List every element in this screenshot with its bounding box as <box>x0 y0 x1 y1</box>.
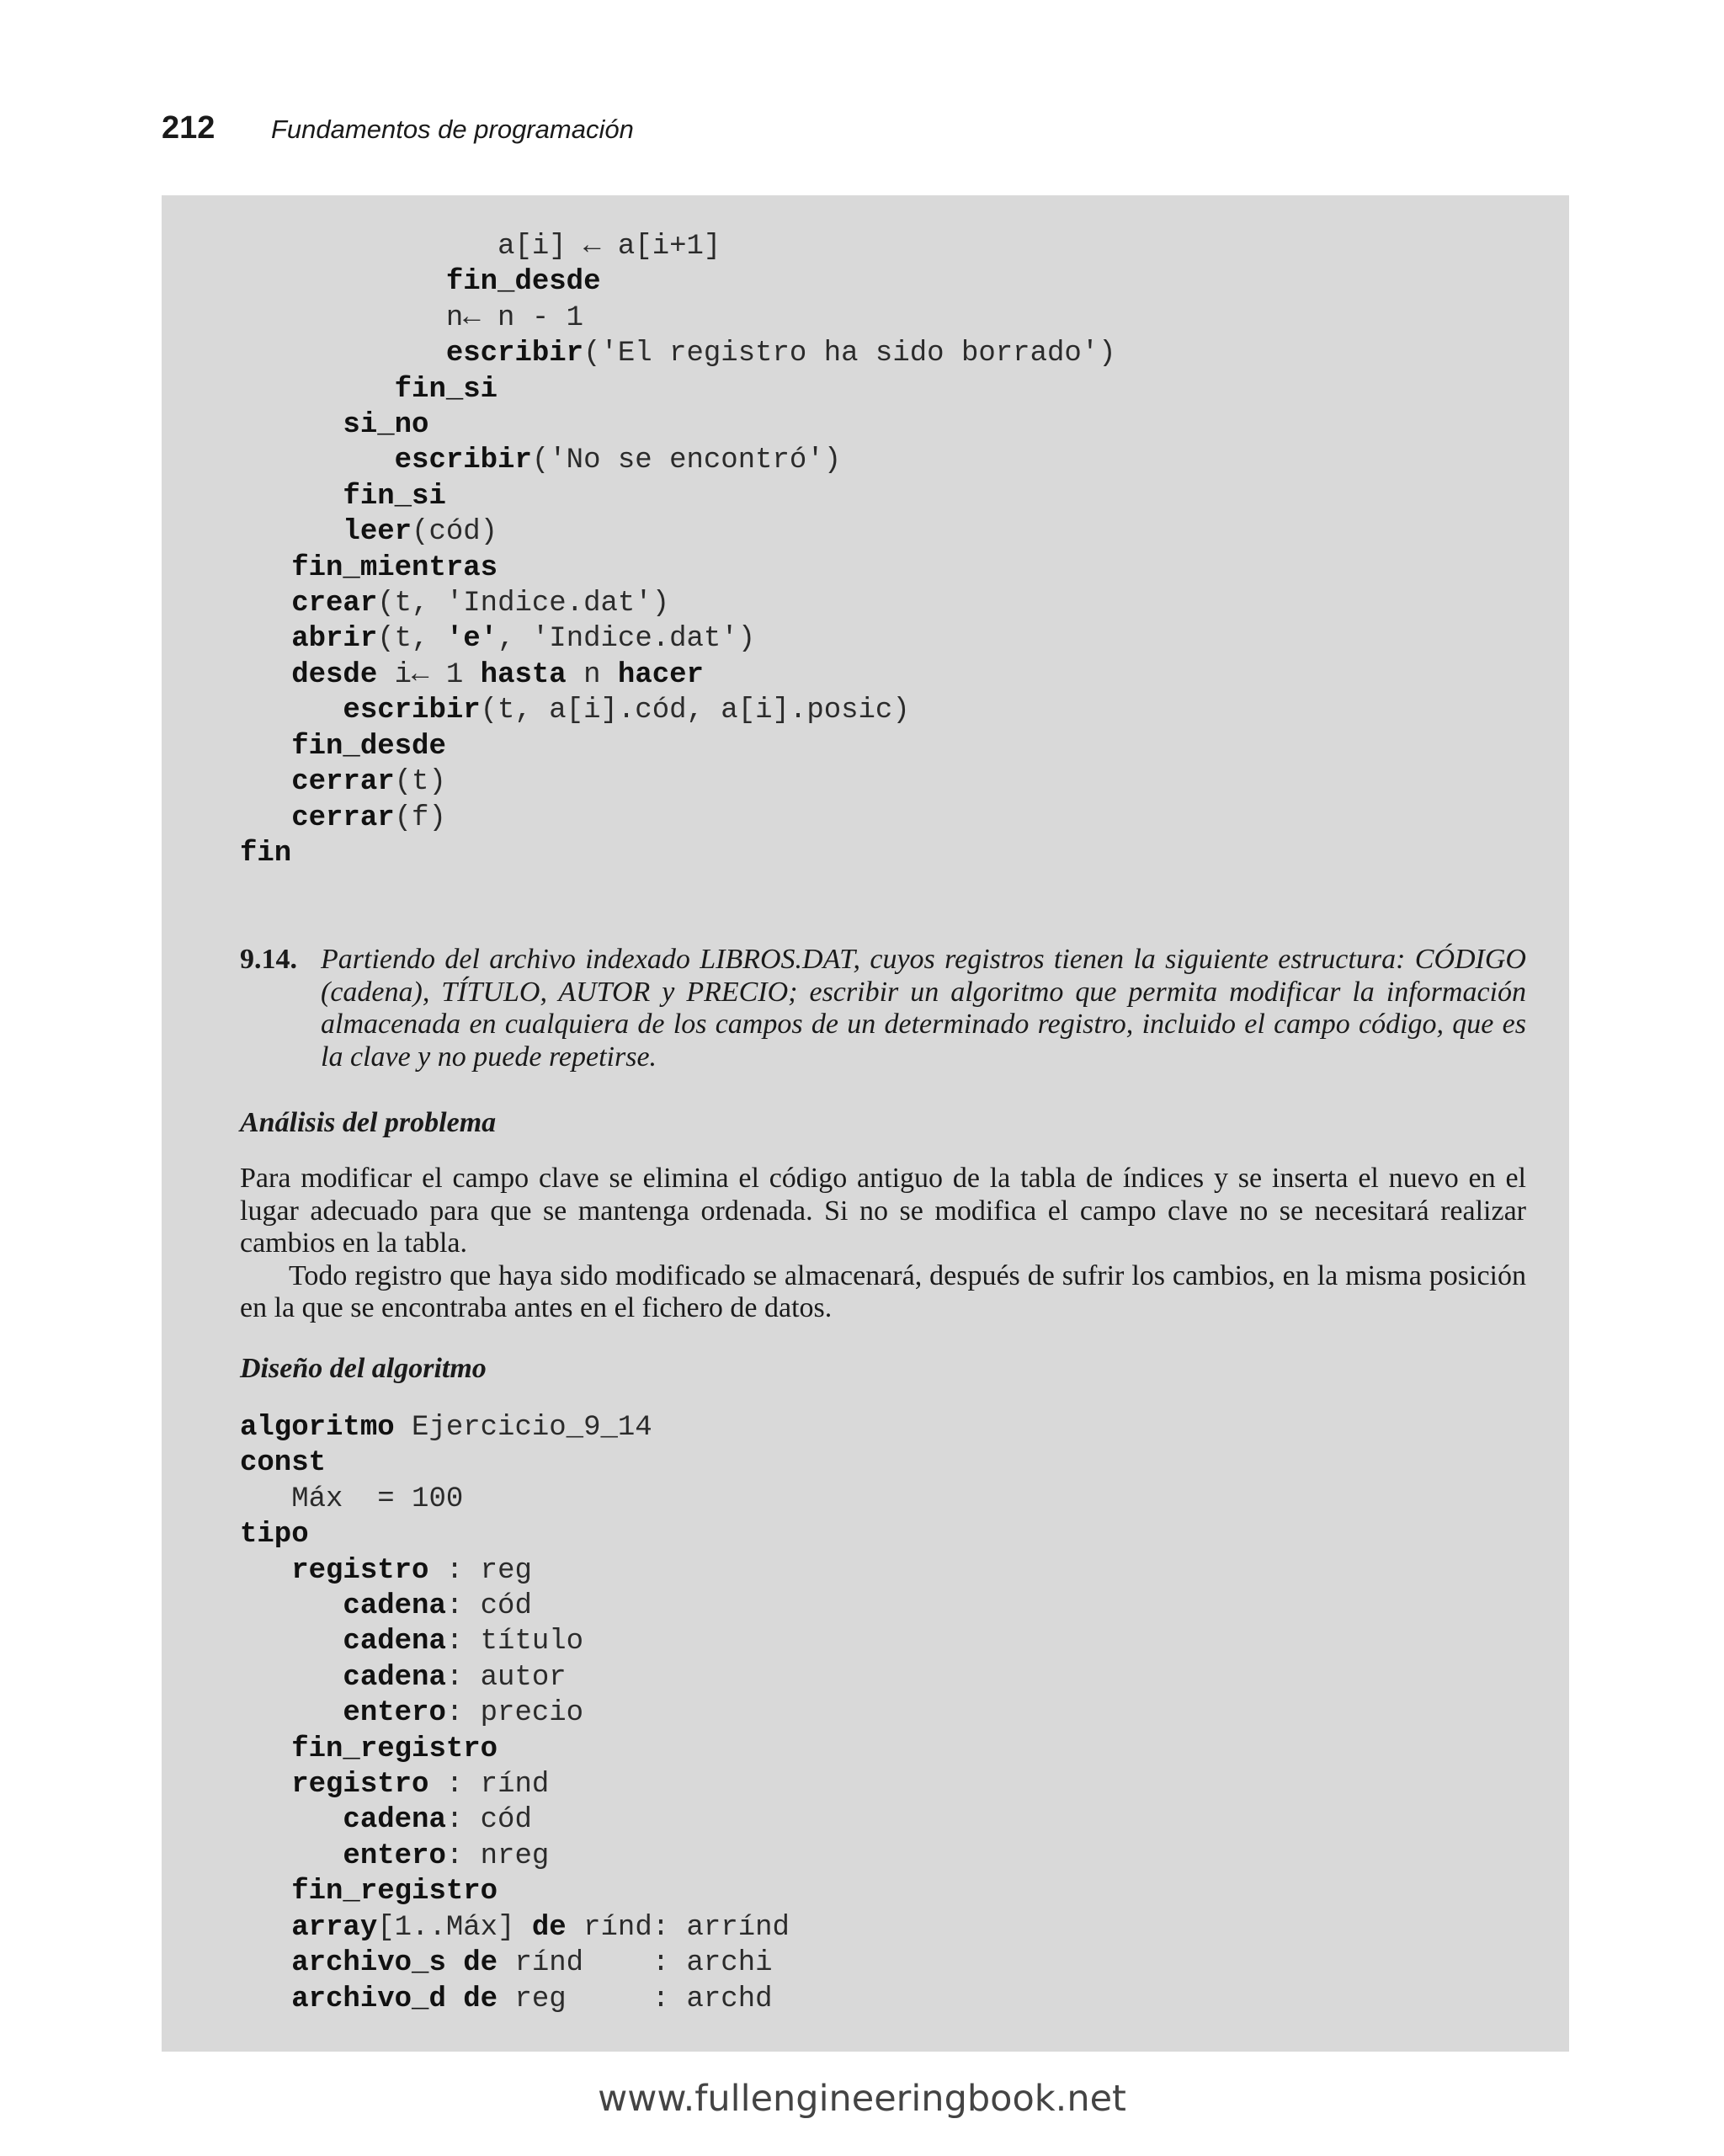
code-line <box>240 407 1116 443</box>
code-keyword: cerrar <box>291 766 395 799</box>
code-keyword: const <box>240 1447 327 1480</box>
code-text: ('No se encontró') <box>531 445 842 477</box>
code-text: : reg <box>428 1554 532 1587</box>
code-keyword: desde <box>291 658 378 691</box>
code-text: : nreg <box>445 1839 550 1872</box>
code-text: rínd : archi <box>498 1947 773 1980</box>
code-keyword: abrir <box>291 623 378 656</box>
code-keyword: entero <box>343 1697 446 1730</box>
design-heading: Diseño del algoritmo <box>240 1353 487 1384</box>
running-title: Fundamentos de programación <box>271 114 634 144</box>
code-line <box>240 586 1116 621</box>
code-line <box>240 729 1116 764</box>
code-keyword: de <box>531 1911 567 1944</box>
code-line <box>240 1624 790 1659</box>
code-line <box>240 1517 790 1552</box>
code-line <box>240 1874 790 1909</box>
analysis-paragraph: Para modificar el campo clave se elimina el código antiguo de la tabla de índices y se inserta el nuevo en el lugar adecuado para que se mantenga ordenada. Si no se modifica el campo clave no se necesitará realizar cambios en la tabla. <box>240 1163 1526 1259</box>
code-listing-algorithm <box>240 1410 790 2017</box>
code-text: (cód) <box>412 516 498 549</box>
code-text: : precio <box>445 1697 584 1730</box>
code-listing-continued <box>240 229 1116 871</box>
code-keyword: leer <box>343 516 412 549</box>
code-keyword: 'e' <box>445 623 498 656</box>
code-line <box>240 1660 790 1696</box>
analysis-paragraph: Todo registro que haya sido modificado se almacenará, después de sufrir los cambios, en la misma posición en la que se encontraba antes en el fichero de datos. <box>240 1259 1526 1323</box>
code-keyword: registro <box>291 1769 429 1802</box>
code-text: Ejercicio_9_14 <box>394 1412 652 1444</box>
code-line <box>240 1839 790 1874</box>
code-keyword: fin_mientras <box>291 551 498 584</box>
code-line <box>240 1589 790 1624</box>
code-text: : autor <box>445 1661 567 1694</box>
code-keyword: escribir <box>343 695 481 727</box>
code-line <box>240 1802 790 1838</box>
code-line <box>240 1732 790 1767</box>
code-text: [1..Máx] <box>377 1911 532 1944</box>
code-keyword: registro <box>291 1554 429 1587</box>
code-text: a[i] ← a[i+1] <box>498 231 721 263</box>
code-keyword: entero <box>343 1839 446 1872</box>
code-text: n← n - 1 <box>445 301 584 334</box>
code-line <box>240 764 1116 800</box>
code-keyword: fin_desde <box>445 266 601 299</box>
code-text: : cód <box>445 1590 532 1623</box>
page-number: 212 <box>162 110 216 146</box>
code-line <box>240 551 1116 586</box>
code-keyword: crear <box>291 588 378 620</box>
code-keyword: cadena <box>343 1804 446 1837</box>
code-keyword: cadena <box>343 1626 446 1658</box>
code-text: : título <box>445 1626 584 1658</box>
code-text: rínd: arrínd <box>566 1911 790 1944</box>
code-line <box>240 229 1116 264</box>
code-line <box>240 479 1116 514</box>
code-keyword: array <box>291 1911 378 1944</box>
code-keyword: archivo_d de <box>291 1983 498 2015</box>
code-text: i← 1 <box>377 658 481 691</box>
code-keyword: fin_registro <box>291 1876 498 1908</box>
code-line <box>240 1982 790 2017</box>
code-line <box>240 657 1116 693</box>
code-line <box>240 372 1116 407</box>
code-line <box>240 1767 790 1802</box>
analysis-text <box>240 1163 1526 1325</box>
code-line <box>240 264 1116 300</box>
code-text: Máx = 100 <box>291 1483 464 1515</box>
code-text: , 'Indice.dat') <box>498 623 756 656</box>
code-line <box>240 693 1116 728</box>
code-keyword: fin_desde <box>291 730 446 763</box>
code-keyword: fin <box>240 837 292 870</box>
exercise-text: Partiendo del archivo indexado LIBROS.DAT, cuyos registros tienen la siguiente estructura: CÓDIGO (cadena), TÍTULO, AUTOR y PRECIO; escribir un algoritmo que permita modificar la información almacenada en cualquiera de los campos de un determinado registro, incluido el campo código, que es la clave y no puede repetirse. <box>321 944 1526 1073</box>
code-line <box>240 801 1116 836</box>
exercise-number: 9.14. <box>240 944 297 975</box>
code-text: (f) <box>394 801 446 834</box>
code-text: (t) <box>394 766 446 799</box>
code-keyword: fin_si <box>394 373 498 406</box>
code-keyword: algoritmo <box>240 1412 395 1444</box>
watermark-url: www.fullengineeringbook.net <box>598 2078 1126 2120</box>
code-keyword: cadena <box>343 1661 446 1694</box>
code-line <box>240 1445 790 1481</box>
code-keyword: cerrar <box>291 801 395 834</box>
code-text: : cód <box>445 1804 532 1837</box>
code-text: n <box>566 658 618 691</box>
code-line <box>240 1410 790 1445</box>
code-keyword: archivo_s de <box>291 1947 498 1980</box>
code-text: (t, 'Indice.dat') <box>377 588 670 620</box>
code-keyword: escribir <box>445 338 584 370</box>
code-line <box>240 514 1116 550</box>
code-text: ('El registro ha sido borrado') <box>583 338 1116 370</box>
code-line <box>240 301 1116 336</box>
code-text: reg : archd <box>498 1983 773 2015</box>
code-line <box>240 1482 790 1517</box>
code-keyword: si_no <box>343 409 429 442</box>
code-keyword: hasta <box>480 658 567 691</box>
code-line <box>240 836 1116 871</box>
code-line <box>240 443 1116 478</box>
code-line <box>240 621 1116 657</box>
exercise-statement <box>240 944 1526 1073</box>
code-line <box>240 1910 790 1946</box>
code-keyword: tipo <box>240 1519 309 1552</box>
content-panel <box>162 195 1569 2052</box>
code-keyword: hacer <box>617 658 704 691</box>
code-keyword: cadena <box>343 1590 446 1623</box>
code-text: : rínd <box>428 1769 550 1802</box>
code-keyword: escribir <box>394 445 532 477</box>
code-line <box>240 1946 790 1981</box>
code-line <box>240 1553 790 1589</box>
code-line <box>240 336 1116 371</box>
analysis-heading: Análisis del problema <box>240 1107 497 1138</box>
code-line <box>240 1696 790 1731</box>
code-keyword: fin_si <box>343 480 446 513</box>
code-text: (t, <box>377 623 446 656</box>
code-keyword: fin_registro <box>291 1733 498 1765</box>
code-text: (t, a[i].cód, a[i].posic) <box>480 695 910 727</box>
